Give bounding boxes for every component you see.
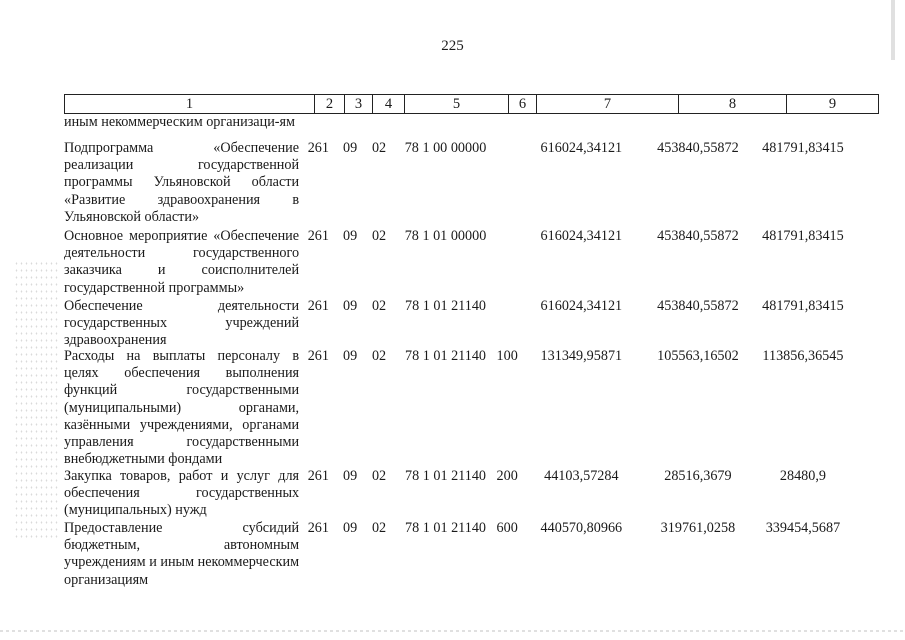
row-col-9: 481791,83415 [762, 298, 844, 314]
row-name: иным некоммерческим организаци-ям [64, 114, 296, 130]
row-col-5: 78 1 01 21140 [404, 348, 487, 364]
row-col-6: 200 [496, 468, 518, 484]
row-col-3: 09 [343, 228, 358, 244]
header-col-4: 4 [373, 95, 405, 114]
row-col-9: 481791,83415 [762, 140, 844, 156]
header-col-1: 1 [65, 95, 315, 114]
row-col-7: 616024,34121 [540, 140, 623, 156]
header-col-9: 9 [787, 95, 879, 114]
table-row [64, 468, 854, 520]
row-name: Предоставление субсидий бюджетным, автономным учреждениям и иным некоммерческим организациям [64, 520, 300, 588]
row-col-2: 261 [307, 140, 329, 156]
scan-noise [14, 260, 58, 540]
row-col-3: 09 [343, 348, 358, 364]
scan-edge-line [0, 630, 905, 632]
row-name: Подпрограмма «Обеспечение реализации государственной программы Ульяновской области «Развитие здравоохранения в Ульяновской области» [64, 140, 300, 225]
row-col-2: 261 [307, 468, 329, 484]
row-col-4: 02 [371, 348, 387, 364]
table-row [64, 140, 854, 228]
row-col-5: 78 1 00 00000 [404, 140, 487, 156]
row-col-4: 02 [371, 298, 387, 314]
row-col-4: 02 [371, 520, 387, 536]
row-col-2: 261 [307, 228, 329, 244]
row-col-7: 44103,57284 [544, 468, 619, 484]
row-name: Основное мероприятие «Обеспечение деятельности государственного заказчика и соисполнителей государственной программы» [64, 228, 300, 296]
row-col-4: 02 [371, 468, 387, 484]
header-row [65, 95, 879, 114]
row-name: Закупка товаров, работ и услуг для обеспечения государственных (муниципальных) нужд [64, 468, 300, 519]
row-col-8: 105563,16502 [657, 348, 739, 364]
column-header-table [64, 94, 879, 114]
row-col-7: 616024,34121 [540, 228, 623, 244]
table-row [64, 228, 854, 298]
row-col-6: 100 [496, 348, 518, 364]
row-col-6: 600 [496, 520, 518, 536]
page-number: 225 [441, 38, 464, 54]
row-col-5: 78 1 01 21140 [404, 468, 487, 484]
header-col-6: 6 [509, 95, 537, 114]
row-col-8: 453840,55872 [657, 298, 739, 314]
row-col-3: 09 [343, 520, 358, 536]
row-col-4: 02 [371, 228, 387, 244]
row-col-3: 09 [343, 298, 358, 314]
table-row [64, 520, 854, 590]
row-col-5: 78 1 01 21140 [404, 298, 487, 314]
row-name: Обеспечение деятельности государственных учреждений здравоохранения [64, 298, 300, 349]
row-col-9: 28480,9 [779, 468, 826, 484]
table-row [64, 298, 854, 348]
row-col-8: 28516,3679 [664, 468, 732, 484]
row-col-7: 440570,80966 [540, 520, 623, 536]
row-col-8: 453840,55872 [657, 228, 739, 244]
row-col-5: 78 1 01 21140 [404, 520, 487, 536]
row-col-8: 319761,0258 [660, 520, 736, 536]
row-col-3: 09 [343, 468, 358, 484]
row-col-7: 131349,95871 [540, 348, 623, 364]
row-col-9: 113856,36545 [762, 348, 844, 364]
row-col-3: 09 [343, 140, 358, 156]
row-col-8: 453840,55872 [657, 140, 739, 156]
header-col-7: 7 [537, 95, 679, 114]
budget-rows [64, 114, 854, 590]
header-col-5: 5 [405, 95, 509, 114]
row-col-2: 261 [307, 520, 329, 536]
header-col-8: 8 [679, 95, 787, 114]
row-col-4: 02 [371, 140, 387, 156]
row-col-9: 339454,5687 [765, 520, 841, 536]
row-col-9: 481791,83415 [762, 228, 844, 244]
row-name: Расходы на выплаты персоналу в целях обеспечения выполнения функций государственными (муниципальными) органами, казёнными учреждениями, органами управления государственными внебюджетными фондами [64, 348, 300, 468]
row-col-2: 261 [307, 348, 329, 364]
table-row [64, 348, 854, 468]
header-col-2: 2 [315, 95, 345, 114]
row-col-7: 616024,34121 [540, 298, 623, 314]
row-col-5: 78 1 01 00000 [404, 228, 487, 244]
row-col-2: 261 [307, 298, 329, 314]
scan-corner-mark [891, 0, 895, 60]
header-col-3: 3 [345, 95, 373, 114]
table-row [64, 114, 854, 140]
